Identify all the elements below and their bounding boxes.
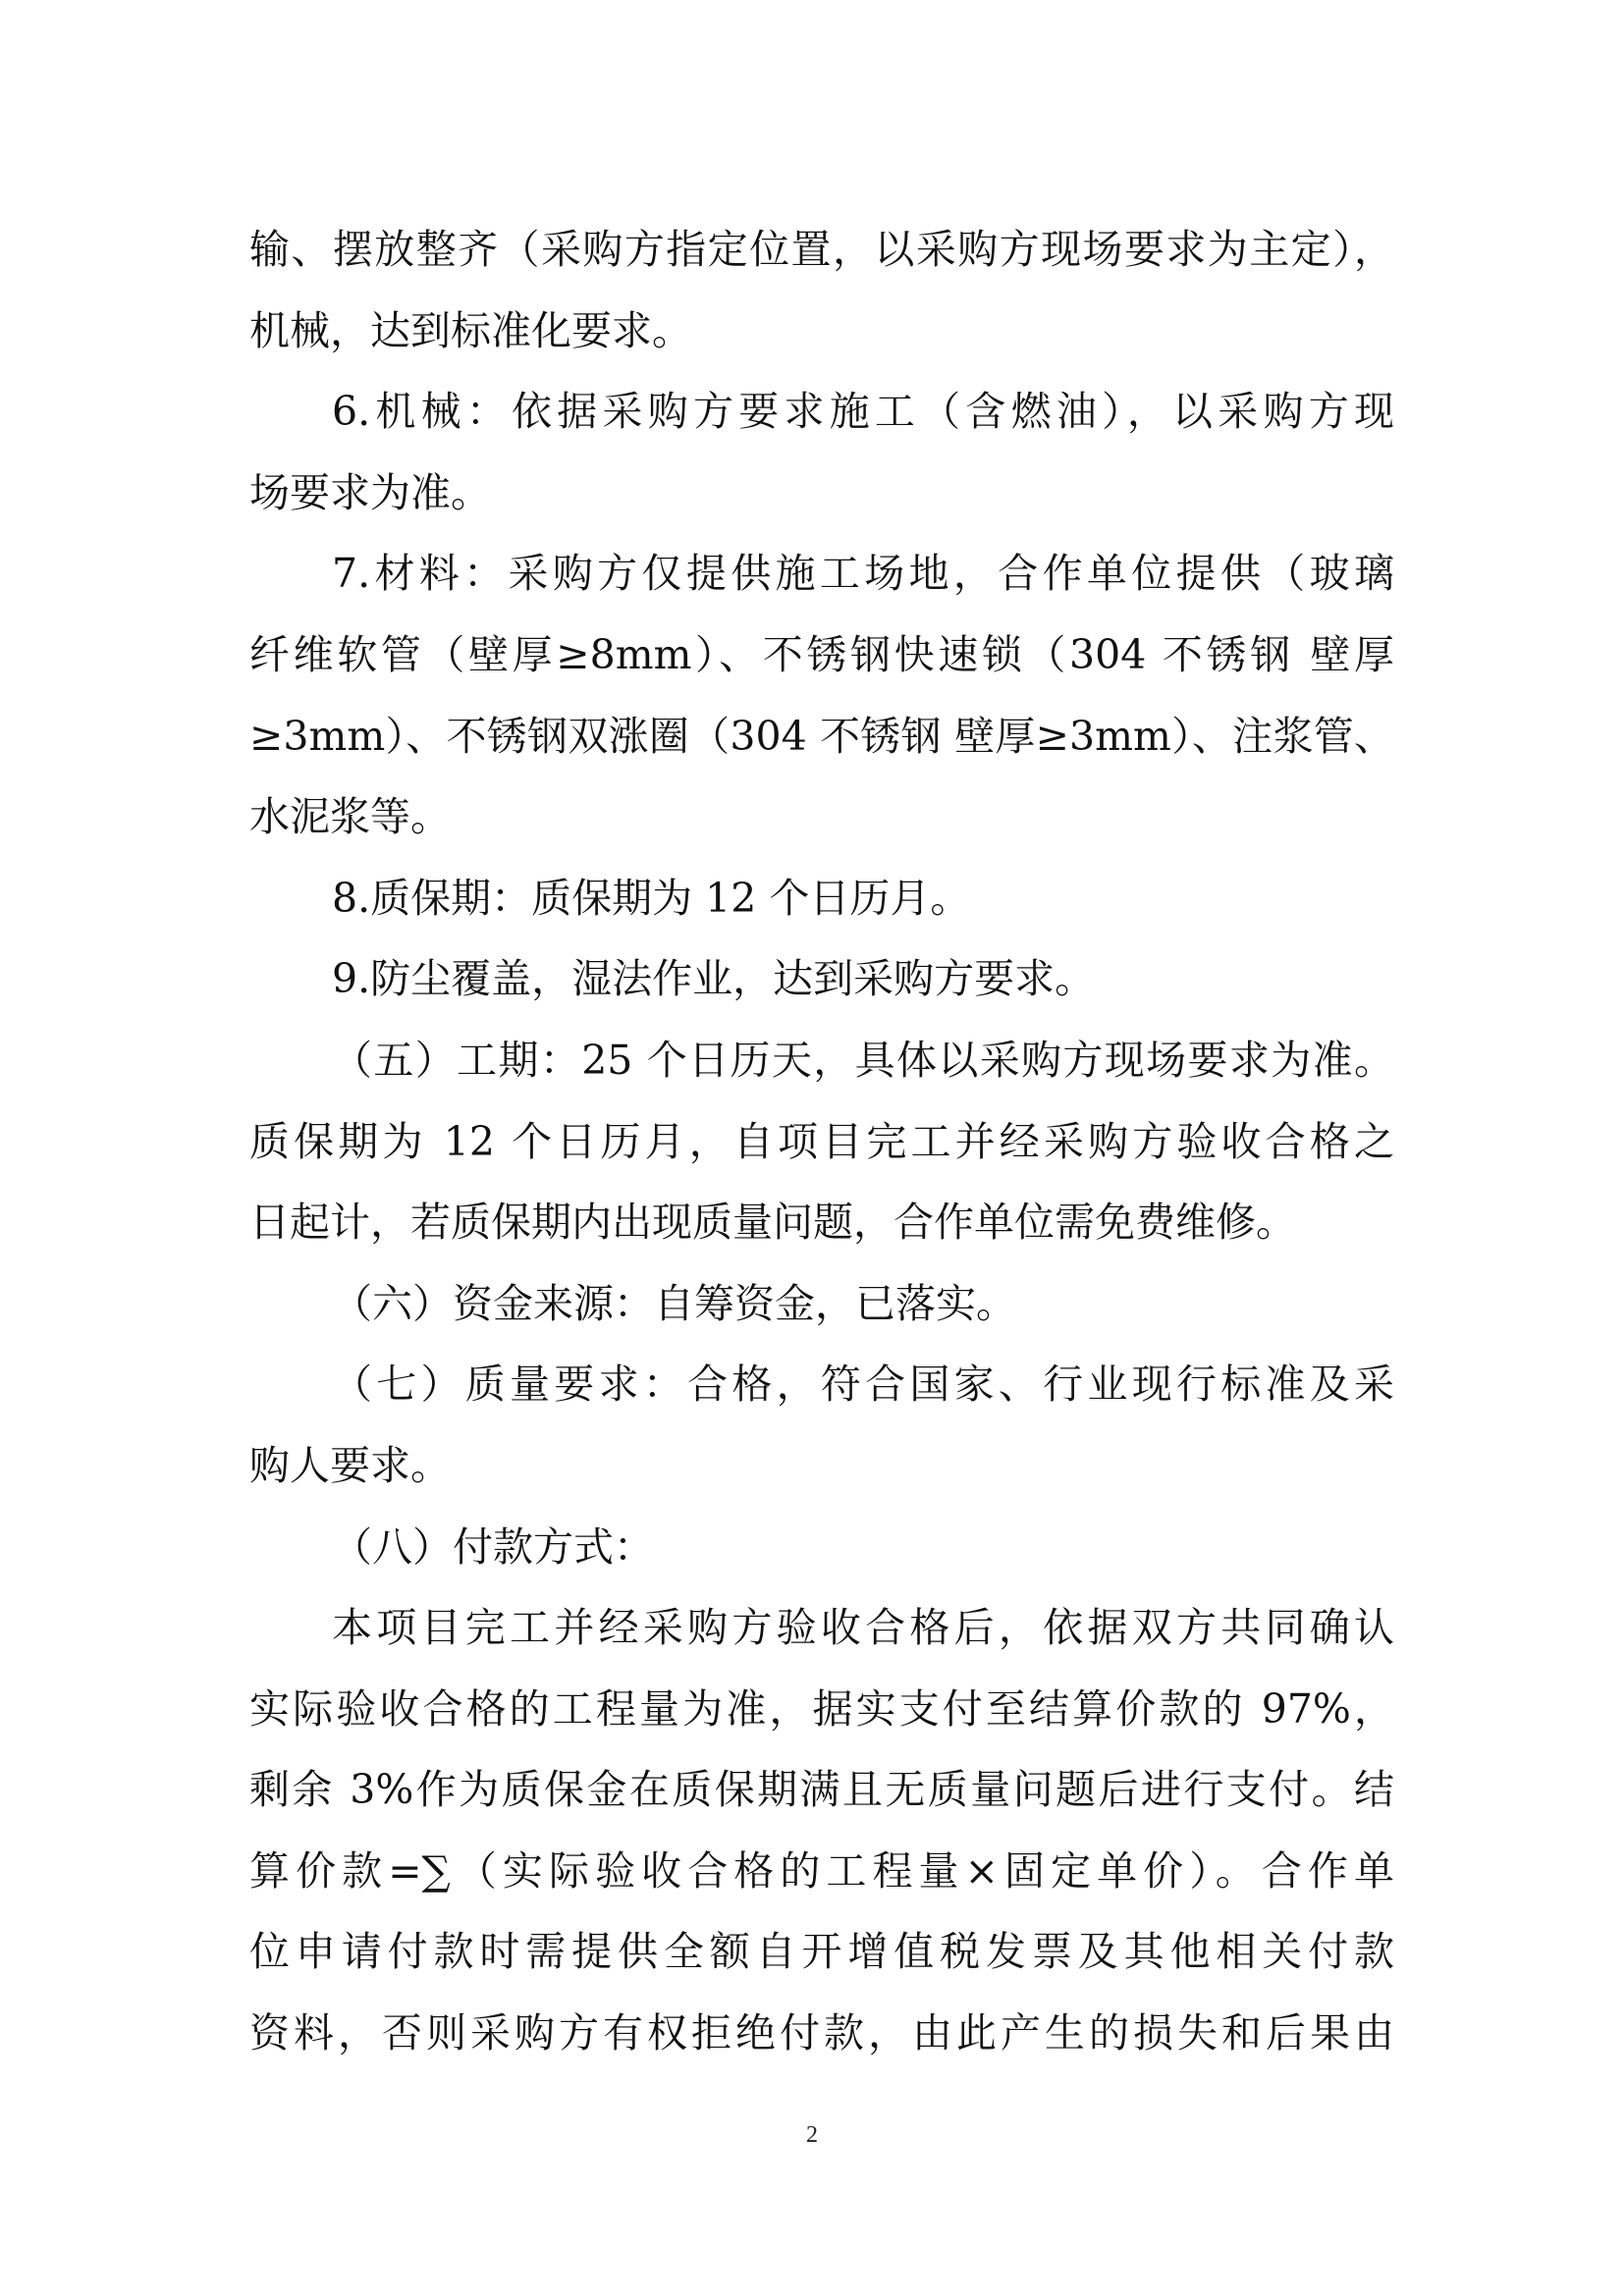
text-line: 7.材料：采购方仅提供施工场地，合作单位提供（玻璃 — [332, 550, 1394, 598]
text-line: （五）工期：25 个日历天，具体以采购方现场要求为准。 — [332, 1036, 1394, 1084]
text-line: 输、摆放整齐（采购方指定位置，以采购方现场要求为主定）， — [249, 226, 1394, 273]
text-line: 水泥浆等。 — [249, 793, 451, 841]
text-line: ≥3mm）、不锈钢双涨圈（304 不锈钢 壁厚≥3mm）、注浆管、 — [249, 712, 1394, 760]
text-line: 机械，达到标准化要求。 — [249, 306, 692, 354]
text-line: 质保期为 12 个日历月，自项目完工并经采购方验收合格之 — [249, 1117, 1394, 1165]
text-line: （六）资金来源：自筹资金，已落实。 — [332, 1279, 1016, 1327]
text-line: （七）质量要求：合格，符合国家、行业现行标准及采 — [332, 1361, 1394, 1409]
document-body — [249, 209, 1394, 2074]
text-line: 位申请付款时需提供全额自开增值税发票及其他相关付款 — [249, 1928, 1394, 1976]
text-line: 纤维软管（壁厚≥8mm）、不锈钢快速锁（304 不锈钢 壁厚 — [249, 630, 1394, 678]
text-line: 实际验收合格的工程量为准，据实支付至结算价款的 97%， — [249, 1684, 1394, 1733]
page-number: 2 — [806, 2122, 818, 2148]
text-line: 本项目完工并经采购方验收合格后，依据双方共同确认 — [332, 1604, 1394, 1652]
text-line: 6.机械：依据采购方要求施工（含燃油），以采购方现 — [332, 388, 1394, 436]
text-line: 日起计，若质保期内出现质量问题，合作单位需免费维修。 — [249, 1199, 1296, 1247]
text-line: 资料，否则采购方有权拒绝付款，由此产生的损失和后果由 — [249, 2009, 1394, 2057]
text-line: 算价款=∑（实际验收合格的工程量×固定单价）。合作单 — [249, 1846, 1394, 1895]
text-line: 场要求为准。 — [249, 468, 491, 516]
text-line: 8.质保期：质保期为 12 个日历月。 — [332, 874, 971, 922]
text-line: （八）付款方式： — [332, 1522, 654, 1571]
text-line: 剩余 3%作为质保金在质保期满且无质量问题后进行支付。结 — [249, 1766, 1394, 1814]
text-line: 9.防尘覆盖，湿法作业，达到采购方要求。 — [332, 955, 1096, 1003]
text-line: 购人要求。 — [249, 1441, 451, 1489]
